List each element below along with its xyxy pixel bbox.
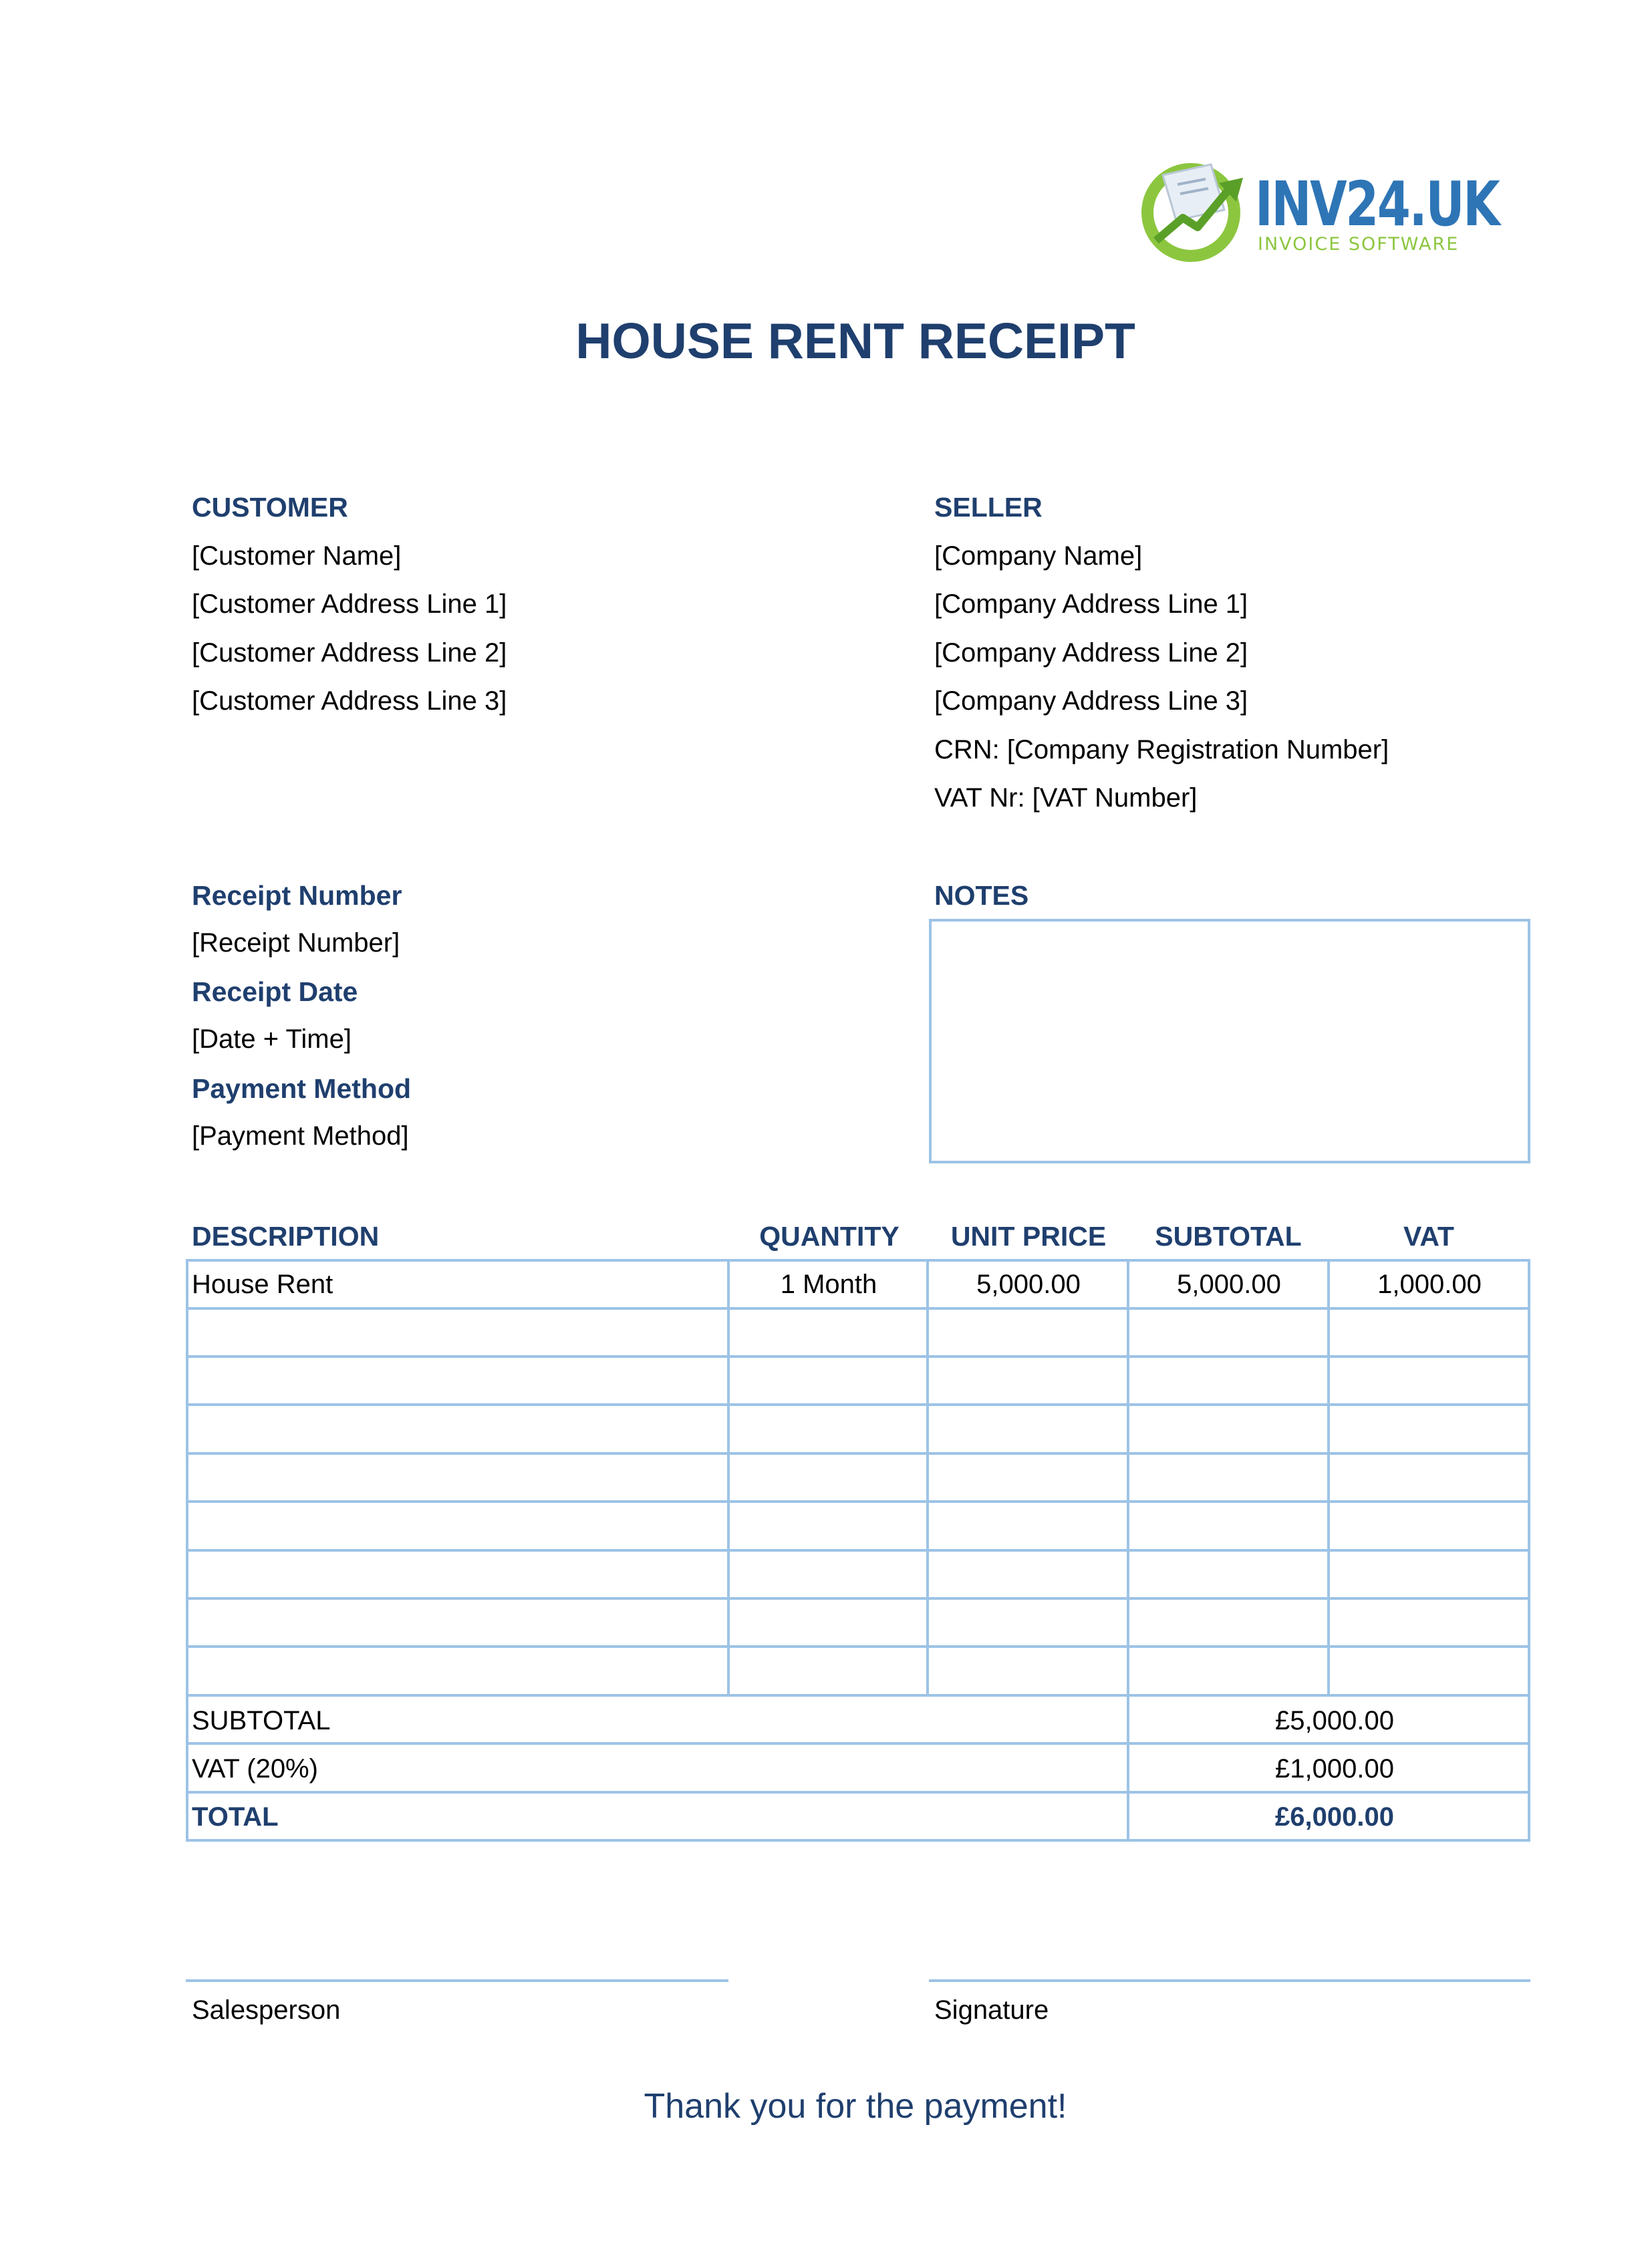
company-registration-number: CRN: [Company Registration Number] [934,735,1389,764]
signature-line [929,1979,1530,1982]
customer-heading: CUSTOMER [192,492,348,523]
vat-number: VAT Nr: [VAT Number] [934,783,1198,813]
signature-label: Signature [934,1995,1049,2025]
receipt-date-label: Receipt Date [192,976,358,1007]
vat-value: £1,000.00 [1275,1754,1394,1784]
total-value: £6,000.00 [1275,1802,1394,1832]
page-title: HOUSE RENT RECEIPT [575,313,1135,369]
salesperson-label: Salesperson [192,1995,341,2025]
logo-name: INV24.UK [1255,168,1499,240]
receipt-number-value: [Receipt Number] [192,928,400,958]
salesperson-line [186,1979,728,1982]
column-header-description: DESCRIPTION [192,1221,380,1252]
column-header-unit-price: UNIT PRICE [950,1221,1107,1252]
row-quantity: 1 Month [780,1270,877,1299]
company-address-line-1: [Company Address Line 1] [934,589,1248,619]
receipt-date-value: [Date + Time] [192,1024,352,1054]
subtotal-value: £5,000.00 [1275,1706,1394,1735]
notes-box[interactable] [929,919,1530,1163]
column-header-quantity: QUANTITY [759,1221,900,1252]
notes-heading: NOTES [934,880,1029,911]
customer-address-line-2: [Customer Address Line 2] [192,638,507,668]
customer-address-line-3: [Customer Address Line 3] [192,686,507,716]
column-header-subtotal: SUBTOTAL [1155,1221,1302,1252]
company-name: [Company Name] [934,541,1143,571]
column-header-vat: VAT [1403,1221,1454,1252]
customer-name: [Customer Name] [192,541,402,571]
company-address-line-3: [Company Address Line 3] [934,686,1248,716]
row-subtotal: 5,000.00 [1177,1270,1281,1299]
logo-tagline: INVOICE SOFTWARE [1258,234,1460,255]
customer-address-line-1: [Customer Address Line 1] [192,589,507,619]
logo [1136,154,1499,267]
payment-method-value: [Payment Method] [192,1121,409,1151]
vat-label: VAT (20%) [192,1754,318,1784]
company-address-line-2: [Company Address Line 2] [934,638,1248,668]
thank-you-message: Thank you for the payment! [644,2087,1067,2126]
receipt-number-label: Receipt Number [192,880,402,911]
row-description: House Rent [192,1270,333,1299]
seller-heading: SELLER [934,492,1043,523]
row-unit-price: 5,000.00 [976,1270,1081,1299]
payment-method-label: Payment Method [192,1073,412,1104]
row-vat: 1,000.00 [1377,1270,1482,1299]
logo-emblem-icon [1136,154,1250,267]
subtotal-label: SUBTOTAL [192,1706,331,1735]
total-label: TOTAL [192,1802,279,1832]
